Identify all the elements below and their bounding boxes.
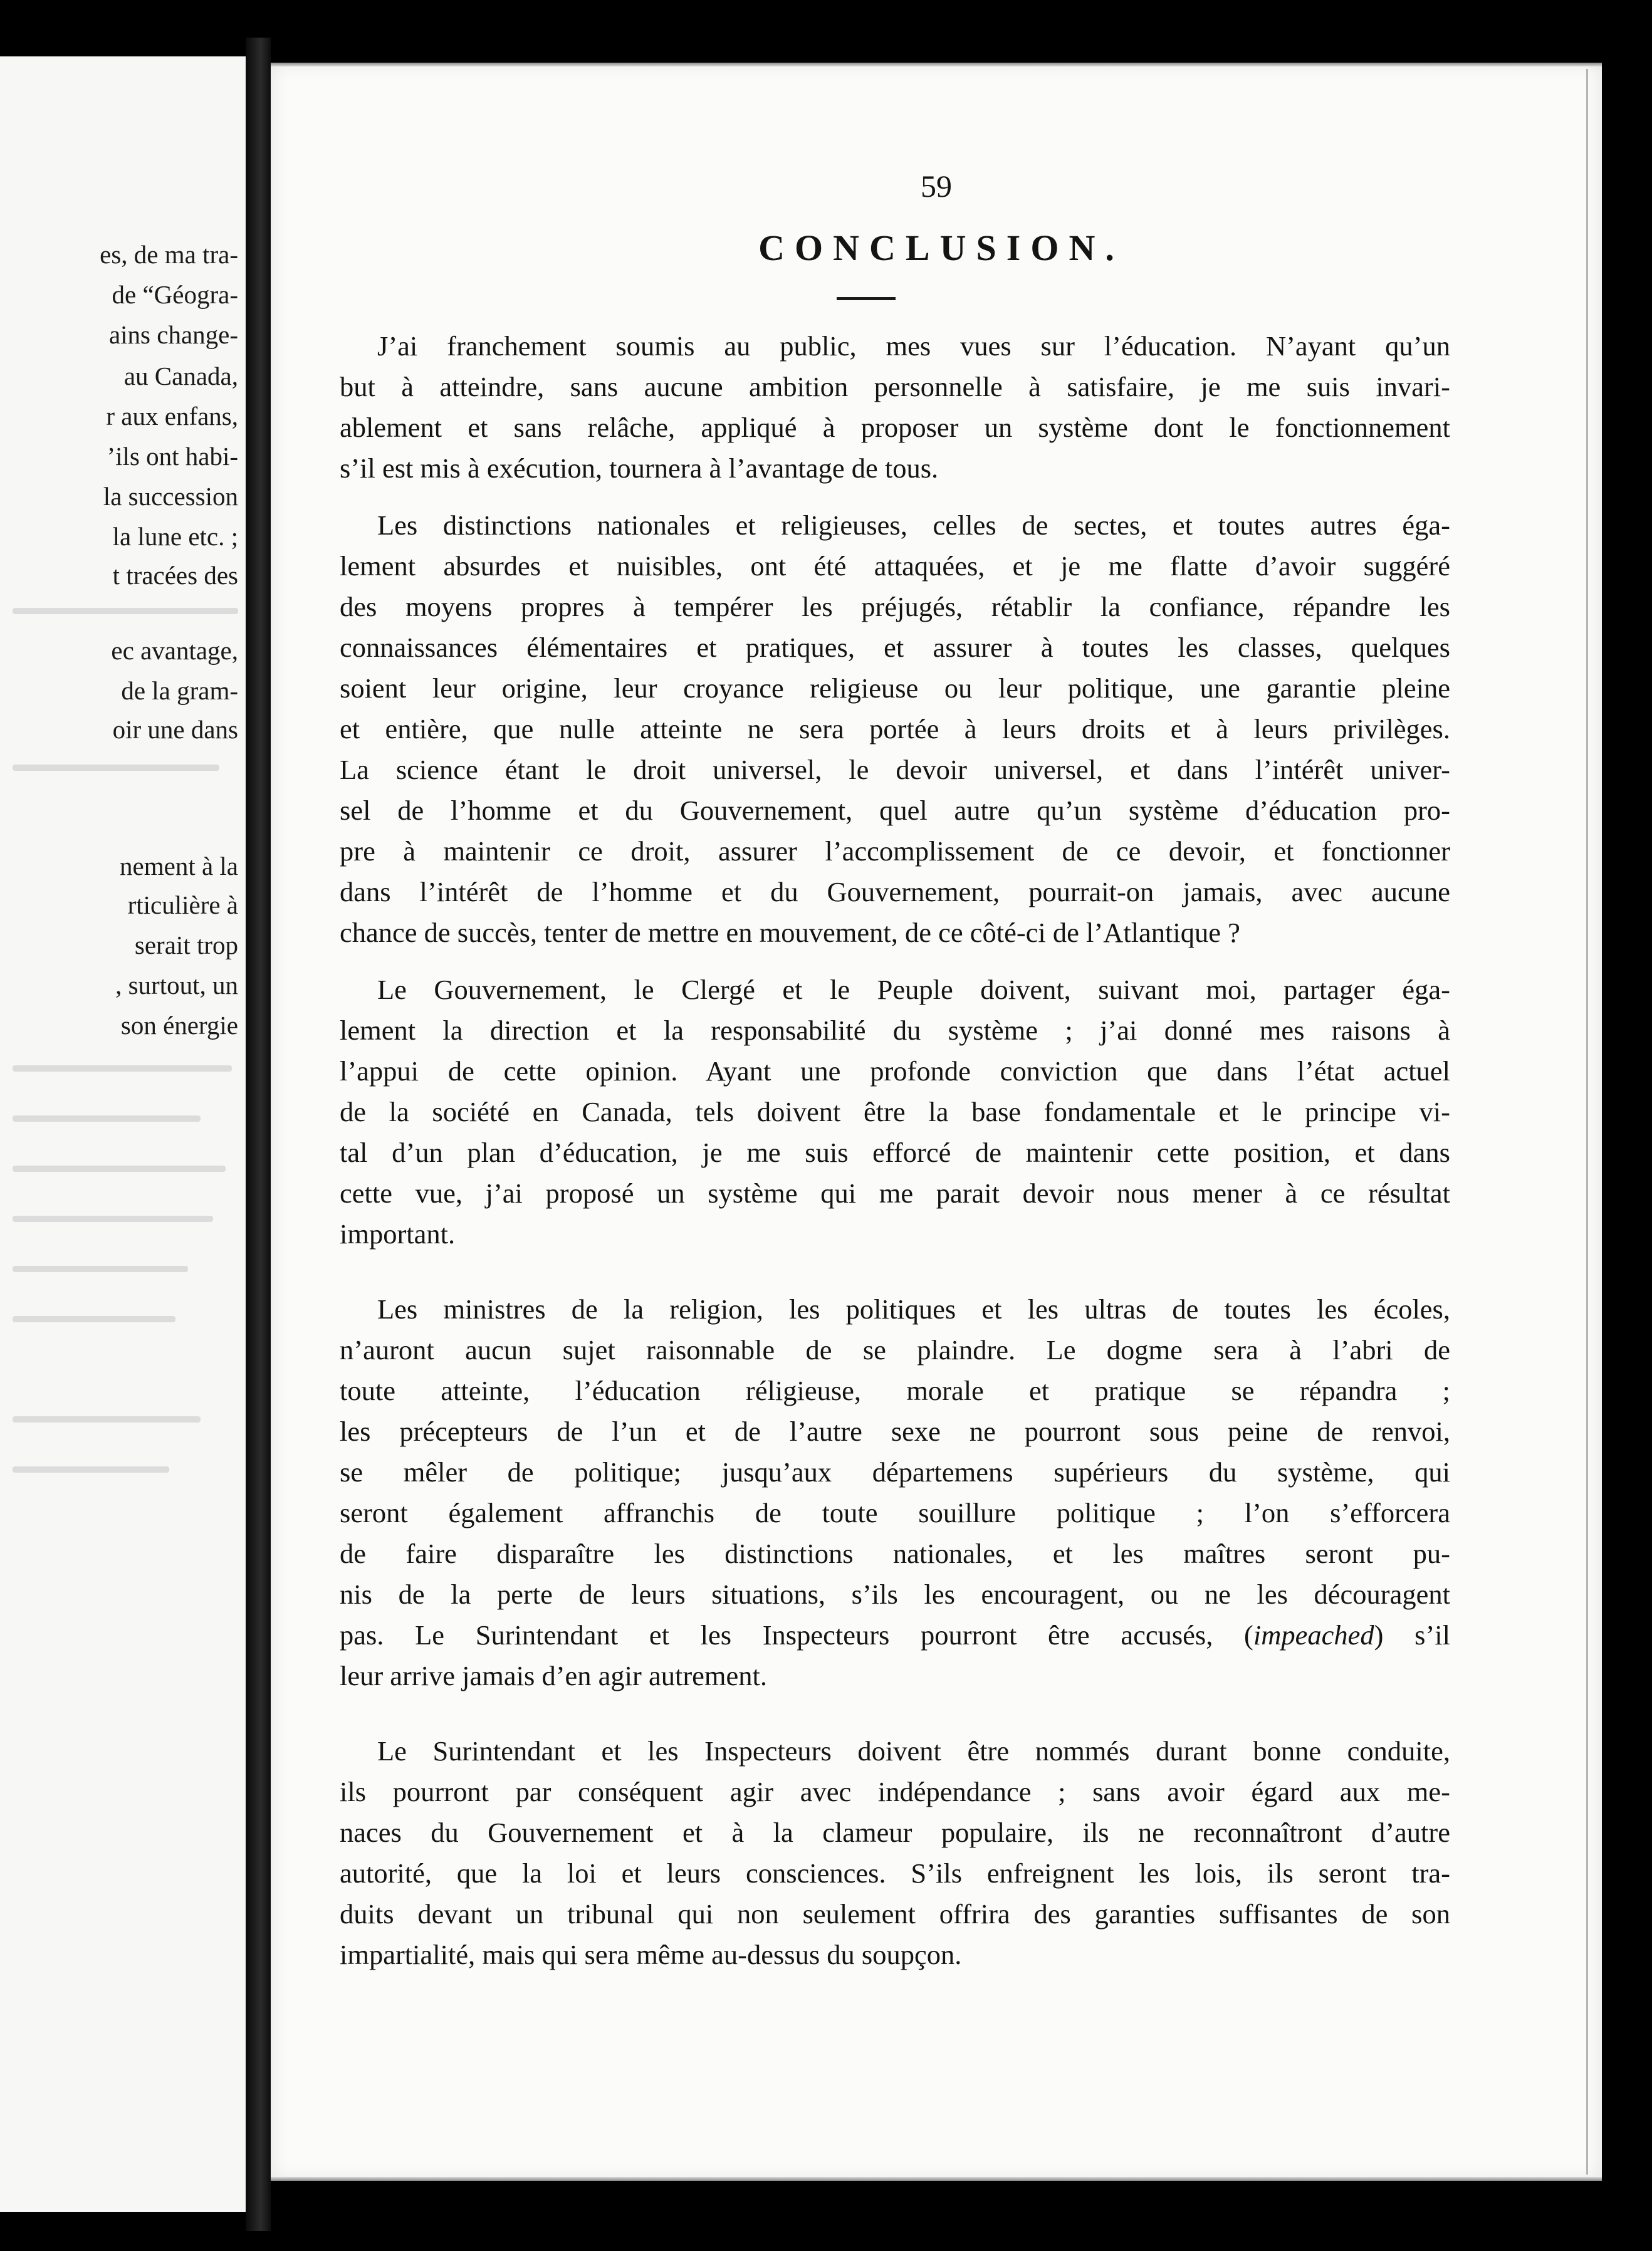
bleed-through-line: [13, 1115, 201, 1122]
text-line: naces du Gouvernement et à la clameur populaire, ils ne reconnaîtront d’autre: [340, 1817, 1450, 1848]
text-line: connaissances élémentaires et pratiques, et assurer à toutes les classes, quelques: [340, 632, 1450, 663]
paragraph: [340, 969, 1450, 1255]
text-line: les précepteurs de l’un et de l’autre sexe ne pourront sous peine de renvoi,: [340, 1416, 1450, 1447]
left-page-line: r aux enfans,: [106, 402, 238, 431]
left-page-line: t tracées des: [112, 561, 238, 590]
text-line: autorité, que la loi et leurs consciences. S’ils enfreignent les lois, ils seront tra-: [340, 1857, 1450, 1889]
page-right-edge: [1586, 69, 1588, 2175]
left-page-line: es, de ma tra-: [100, 240, 238, 269]
left-page-line: serait trop: [134, 931, 238, 959]
bleed-through-line: [13, 1266, 188, 1272]
left-page-line: son énergie: [120, 1011, 238, 1040]
text-line: ablement et sans relâche, appliqué à proposer un système dont le fonctionnement: [340, 412, 1450, 443]
paragraph: [340, 326, 1450, 489]
bleed-through-line: [13, 608, 238, 614]
text-line: des moyens propres à tempérer les préjugés, rétablir la confiance, répandre les: [340, 591, 1450, 622]
text-line: pre à maintenir ce droit, assurer l’accomplissement de ce devoir, et fonctionner: [340, 835, 1450, 867]
text-line: J’ai franchement soumis au public, mes vues sur l’éducation. N’ayant qu’un: [377, 330, 1450, 362]
text-line: duits devant un tribunal qui non seulement offrira des garanties suffisantes de son: [340, 1898, 1450, 1930]
bleed-through-line: [13, 1216, 213, 1222]
text-line: Le Surintendant et les Inspecteurs doivent être nommés durant bonne conduite,: [377, 1735, 1450, 1767]
left-page-line: de la gram-: [121, 676, 238, 705]
bleed-through-line: [13, 1065, 232, 1072]
page-top-edge: [271, 63, 1602, 66]
text-line: leur arrive jamais d’en agir autrement.: [340, 1660, 768, 1691]
bleed-through-line: [13, 765, 219, 771]
text-line: l’appui de cette opinion. Ayant une profonde conviction que dans l’état actuel: [340, 1055, 1450, 1087]
previous-page-fragment: [0, 56, 246, 2212]
text-line: chance de succès, tenter de mettre en mouvement, de ce côté-ci de l’Atlantique ?: [340, 917, 1240, 948]
text-line: lement absurdes et nuisibles, ont été attaquées, et je me flatte d’avoir suggéré: [340, 550, 1450, 582]
text-line: ils pourront par conséquent agir avec indépendance ; sans avoir égard aux me-: [340, 1776, 1450, 1807]
text-line: Le Gouvernement, le Clergé et le Peuple doivent, suivant moi, partager éga-: [377, 974, 1450, 1005]
text-line: toute atteinte, l’éducation réligieuse, morale et pratique se répandra ;: [340, 1375, 1450, 1406]
text-line: Les ministres de la religion, les politiques et les ultras de toutes les écoles,: [377, 1293, 1450, 1325]
bleed-through-line: [13, 1316, 175, 1322]
text-line: important.: [340, 1218, 456, 1250]
text-line: dans l’intérêt de l’homme et du Gouvernement, pourrait-on jamais, avec aucune: [340, 876, 1450, 907]
text-line: sel de l’homme et du Gouvernement, quel autre qu’un système d’éducation pro-: [340, 795, 1450, 826]
page-number: 59: [921, 169, 952, 204]
paragraph: [340, 1731, 1450, 1975]
text-line: La science étant le droit universel, le devoir universel, et dans l’intérêt univer-: [340, 754, 1450, 785]
left-page-line: ains change-: [108, 320, 238, 349]
bleed-through-line: [13, 1416, 201, 1423]
text-line: nis de la perte de leurs situations, s’ils les encouragent, ou ne les découragent: [340, 1579, 1450, 1610]
text-line: de la société en Canada, tels doivent être la base fondamentale et le principe vi-: [340, 1096, 1450, 1127]
text-line: n’auront aucun sujet raisonnable de se plaindre. Le dogme sera à l’abri de: [340, 1334, 1450, 1366]
book-gutter: [246, 38, 271, 2231]
heading-rule: [837, 297, 896, 300]
body-text: [340, 326, 1450, 1975]
text-line: lement la direction et la responsabilité du système ; j’ai donné mes raisons à: [340, 1015, 1450, 1046]
left-page-line: au Canada,: [123, 362, 238, 390]
text-line: de faire disparaître les distinctions nationales, et les maîtres seront pu-: [340, 1538, 1450, 1569]
left-page-line: de “Géogra-: [112, 280, 238, 309]
left-page-line: , surtout, un: [115, 971, 238, 1000]
text-line: but à atteindre, sans aucune ambition personnelle à satisfaire, je me suis invari-: [340, 371, 1450, 402]
text-line: tal d’un plan d’éducation, je me suis efforcé de maintenir cette position, et dans: [340, 1137, 1450, 1168]
text-line: pas. Le Surintendant et les Inspecteurs pourront être accusés, (impeached) s’il: [340, 1619, 1451, 1651]
paragraph: [340, 505, 1450, 953]
text-line: impartialité, mais qui sera même au-dessus du soupçon.: [340, 1939, 962, 1970]
left-page-line: la succession: [103, 482, 238, 511]
book-page: [271, 63, 1602, 2181]
paragraph: [340, 1289, 1450, 1696]
text-line: cette vue, j’ai proposé un système qui me parait devoir nous mener à ce résultat: [340, 1178, 1450, 1209]
text-line: se mêler de politique; jusqu’aux départemens supérieurs du système, qui: [340, 1456, 1450, 1488]
text-line: et entière, que nulle atteinte ne sera portée à leurs droits et à leurs privilèges.: [340, 713, 1450, 744]
text-line: seront également affranchis de toute souillure politique ; l’on s’efforcera: [340, 1497, 1450, 1528]
left-page-line: ’ils ont habi-: [107, 442, 238, 471]
text-line: Les distinctions nationales et religieuses, celles de sectes, et toutes autres éga-: [377, 509, 1450, 541]
left-page-line: rticulière à: [127, 890, 238, 919]
chapter-heading: CONCLUSION.: [758, 227, 1124, 268]
text-line: s’il est mis à exécution, tournera à l’avantage de tous.: [340, 452, 939, 484]
left-page-line: la lune etc. ;: [112, 522, 238, 551]
left-page-line: nement à la: [120, 852, 238, 880]
page-bottom-edge: [271, 2177, 1602, 2181]
left-page-line: ec avantage,: [111, 636, 238, 665]
left-page-line: oir une dans: [112, 715, 238, 744]
bleed-through-line: [13, 1166, 226, 1172]
bleed-through-line: [13, 1466, 169, 1473]
text-line: soient leur origine, leur croyance religieuse ou leur politique, une garantie pleine: [340, 672, 1450, 704]
